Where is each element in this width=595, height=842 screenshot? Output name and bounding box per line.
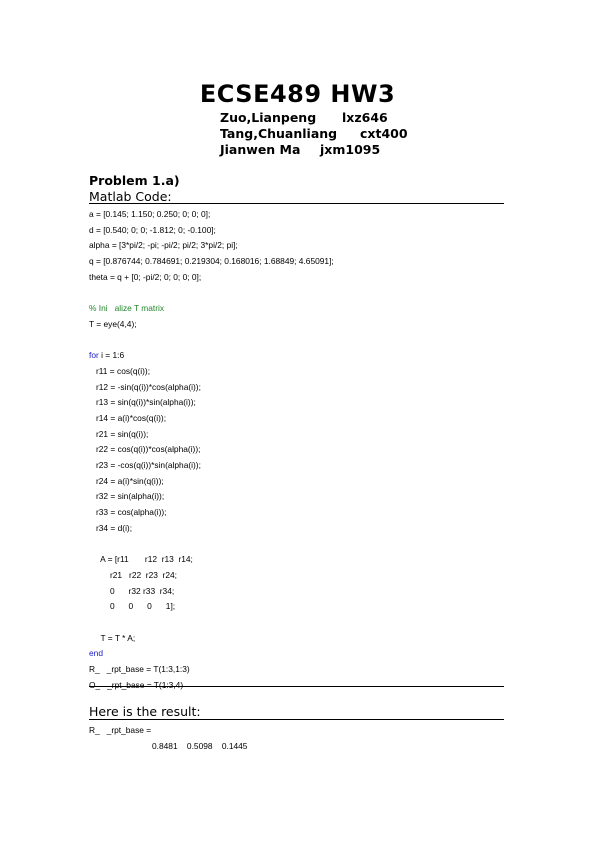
code-keyword: end [89,648,103,659]
author-row [220,142,381,158]
result-variable-line: R_ _rpt_base = [89,725,152,735]
code-text: d = [0.540; 0; 0; -1.812; 0; -0.100]; [89,224,216,235]
code-line [89,552,334,568]
code-line [89,411,334,427]
code-text: r24 = a(i)*sin(q(i)); [89,475,164,486]
code-text: R_ _rpt_base = T(1:3,1:3) [89,663,190,674]
code-text: r32 = sin(alpha(i)); [89,491,165,502]
author-block [220,110,408,158]
code-keyword: for [89,350,99,361]
code-line [89,395,334,411]
code-comment: % Ini alize T matrix [89,303,165,314]
code-line [89,223,334,239]
code-line [89,285,334,301]
code-text: q = [0.876744; 0.784691; 0.219304; 0.168016; 1.68849; 4.65091]; [89,256,334,267]
code-text: r21 = sin(q(i)); [89,428,149,439]
code-line [89,207,334,223]
code-line [89,489,334,505]
code-text: a = [0.145; 1.150; 0.250; 0; 0; 0]; [89,209,211,219]
code-text: r23 = -cos(q(i))*sin(alpha(i)); [89,460,201,470]
code-text: alpha = [3*pi/2; -pi; -pi/2; pi/2; 3*pi/2; pi]; [89,240,238,251]
code-text: O_ _rpt_base = T(1:3,4) [89,679,184,690]
document-title: ECSE489 HW3 [199,80,396,108]
problem-heading: Problem 1.a) [89,173,180,188]
author-row [220,126,408,142]
code-text: r11 = cos(q(i)); [89,365,151,376]
code-top-rule [89,203,504,204]
code-line [89,662,334,678]
code-text: r13 = sin(q(i))*sin(alpha(i)); [89,397,196,408]
code-text: A = [r11 r12 r13 r14; [89,554,193,565]
author-name: Zuo,Lianpeng [220,110,317,125]
code-line [89,238,334,254]
result-label: Here is the result: [89,704,201,719]
code-line [89,599,334,615]
author-name: Tang,Chuanliang [220,126,338,141]
code-line [89,568,334,584]
code-block [89,207,334,693]
code-line [89,348,334,364]
code-line [89,521,334,537]
code-line [89,505,334,521]
code-text: r34 = d(i); [89,522,133,533]
code-line [89,380,334,396]
code-text: T = eye(4,4); [89,318,137,329]
author-id: jxm1095 [320,142,381,157]
author-row [220,110,388,126]
code-line [89,364,334,380]
code-line [89,584,334,600]
result-rule [89,719,504,720]
code-line [89,254,334,270]
code-line [89,474,334,490]
author-id: cxt400 [360,126,408,141]
code-text: r14 = a(i)*cos(q(i)); [89,412,167,423]
author-name: Jianwen Ma [220,142,301,157]
matlab-code-label: Matlab Code: [89,189,172,204]
code-line [89,317,334,333]
code-text: r21 r22 r23 r24; [89,569,177,580]
code-line [89,301,334,317]
code-text: 0 r32 r33 r34; [89,585,175,596]
code-line [89,458,334,474]
code-line [89,333,334,349]
code-text: i = 1:6 [98,350,125,361]
code-line [89,536,334,552]
code-line [89,270,334,286]
code-text: theta = q + [0; -pi/2; 0; 0; 0; 0]; [89,271,202,282]
code-text: r12 = -sin(q(i))*cos(alpha(i)); [89,381,201,392]
code-line [89,442,334,458]
code-text: T = T * A; [89,632,136,643]
code-line [89,631,334,647]
result-values-line: 0.8481 0.5098 0.1445 [152,741,248,751]
code-bottom-rule [89,686,504,687]
code-line [89,646,334,662]
code-line [89,427,334,443]
code-text: 0 0 0 1]; [89,601,176,612]
code-text: r22 = cos(q(i))*cos(alpha(i)); [89,444,201,455]
code-text: r33 = cos(alpha(i)); [89,507,167,518]
code-line [89,615,334,631]
author-id: lxz646 [342,110,388,125]
